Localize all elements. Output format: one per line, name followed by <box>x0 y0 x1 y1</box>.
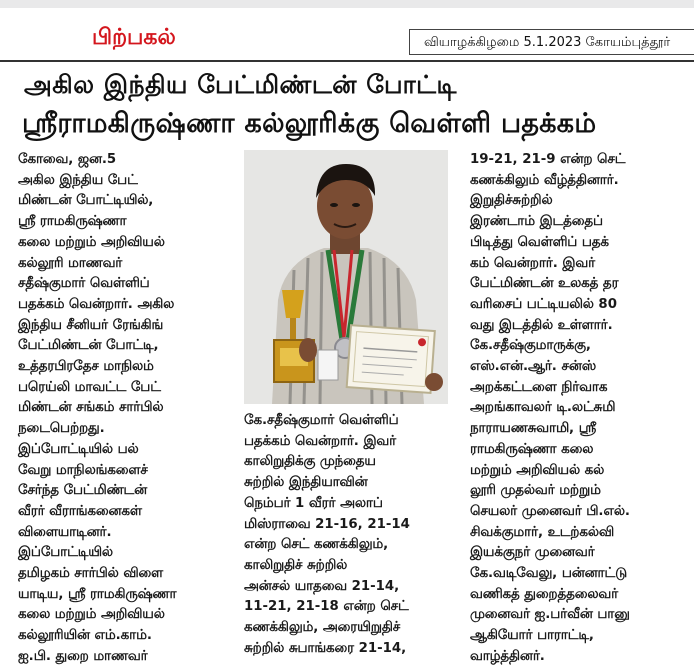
article-line: இறுதிச்சுற்றில் <box>470 193 553 209</box>
article-line: அகில இந்திய பேட் <box>18 172 138 188</box>
article-line: ஐ.பி. துறை மாணவர் <box>18 648 148 664</box>
article-column-2 <box>244 411 464 659</box>
article-line: கலை மற்றும் அறிவியல் <box>18 607 165 623</box>
article-line: எஸ்.என்.ஆர். சன்ஸ் <box>470 359 597 375</box>
masthead <box>0 8 694 60</box>
article-line: இயக்குநர் முனைவர் <box>470 545 595 561</box>
article-line: கோவை, ஜன.5 <box>18 152 117 167</box>
article-line: முனைவர் ஐ.பர்வீன் பானு <box>470 607 630 623</box>
article-line: வாழ்த்தினர். <box>470 648 545 664</box>
article-line: காலிறுதிக்கு முந்தைய <box>244 454 376 470</box>
article-line: மிஸ்ராவை 21-16, 21-14 <box>244 516 410 532</box>
article-line: மிண்டன் போட்டியில், <box>18 193 154 209</box>
article-line: கலை மற்றும் அறிவியல் <box>18 234 165 250</box>
article-line: வரிசைப் பட்டியலில் 80 <box>470 296 617 312</box>
article-line: சுற்றில் சுபாங்கரை 21-14, <box>244 640 407 656</box>
article-column-1 <box>18 150 240 668</box>
article-line: இரண்டாம் இடத்தைப் <box>470 214 603 230</box>
article-line: பதக்கம் வென்றார். இவர் <box>244 433 397 449</box>
article-line: நெம்பர் 1 வீரர் அலாப் <box>244 495 383 511</box>
article-line: பேட்மிண்டன் உலகத் தர <box>470 276 619 292</box>
article-line: இந்திய சீனியர் ரேங்கிங் <box>18 317 164 333</box>
article-line: லூரி முதல்வர் மற்றும் <box>470 483 601 499</box>
article-line: 11-21, 21-18 என்ற செட் <box>244 599 409 615</box>
headline-line-1: அகில இந்திய பேட்மிண்டன் போட்டி <box>24 70 457 99</box>
article-line: வணிகத் துறைத்தலைவர் <box>470 586 619 602</box>
article-line: 19-21, 21-9 என்ற செட் <box>470 152 626 167</box>
newspaper-logo: பிற்பகல் <box>92 24 176 50</box>
top-strip <box>0 0 694 8</box>
article-line: அறங்காவலர் டி.லட்சுமி <box>470 400 616 416</box>
article-line: சேர்ந்த பேட்மிண்டன் <box>18 483 147 499</box>
article-line: கே.வடிவேலு, பன்னாட்டு <box>470 566 627 582</box>
article-line: பரெய்லி மாவட்ட பேட் <box>18 379 161 395</box>
masthead-rule <box>0 60 694 62</box>
article-line: செயலர் முனைவர் பி.எல். <box>470 503 630 519</box>
article-line: வேறு மாநிலங்களைச் <box>18 462 148 478</box>
dateline-box: வியாழக்கிழமை 5.1.2023 கோயம்புத்தூர் <box>409 29 694 55</box>
article-line: இப்போட்டியில் <box>18 545 113 561</box>
article-line: இப்போட்டியில் பல் <box>18 441 139 457</box>
article-line: மற்றும் அறிவியல் கல் <box>470 462 605 478</box>
article-line: வீரர் வீராங்கனைகள் <box>18 503 142 519</box>
news-photo <box>244 150 448 404</box>
article-line: கல்லூரி மாணவர் <box>18 255 123 271</box>
headline-line-2: ஸ்ரீராமகிருஷ்ணா கல்லூரிக்கு வெள்ளி பதக்கம் <box>22 108 597 139</box>
article-line: கே.சதீஷ்குமார் வெள்ளிப் <box>244 413 399 428</box>
article-line: காலிறுதிச் சுற்றில் <box>244 557 348 573</box>
student-trophy-illustration <box>244 150 448 404</box>
article-line: ஸ்ரீ ராமகிருஷ்ணா <box>18 214 127 230</box>
article-line: சிவக்குமார், உடற்கல்வி <box>470 524 615 540</box>
article-line: கல்லூரியின் எம்.காம். <box>18 628 152 644</box>
article-line: பிடித்து வெள்ளிப் பதக் <box>470 234 609 250</box>
article-line: என்ற செட் கணக்கிலும், <box>244 537 389 553</box>
article-line: தமிழகம் சார்பில் விளை <box>18 566 164 582</box>
article-line: மிண்டன் சங்கம் சார்பில் <box>18 400 164 416</box>
article-line: சுற்றில் இந்தியாவின் <box>244 475 368 491</box>
article-line: கம் வென்றார். இவர் <box>470 255 596 271</box>
article-line: வது இடத்தில் உள்ளார். <box>470 317 613 333</box>
article-line: உத்தரபிரதேச மாநிலம் <box>18 359 154 375</box>
article-line: நாராயணசுவாமி, ஸ்ரீ <box>470 421 597 437</box>
article-line: சதீஷ்குமார் வெள்ளிப் <box>18 276 150 292</box>
article-line: கணக்கிலும் வீழ்த்தினார். <box>470 172 619 188</box>
article-line: அன்சல் யாதவை 21-14, <box>244 578 400 594</box>
article-line: அறக்கட்டளை நிர்வாக <box>470 379 608 395</box>
article-line: நடைபெற்றது. <box>18 421 105 437</box>
article-line: ஆகியோர் பாராட்டி, <box>470 628 594 644</box>
article-column-3 <box>470 150 684 668</box>
article-line: கே.சதீஷ்குமாருக்கு, <box>470 338 591 354</box>
article-line: கணக்கிலும், அரையிறுதிச் <box>244 620 401 636</box>
article-line: பதக்கம் வென்றார். அகில <box>18 296 175 312</box>
article-line: யாடிய, ஸ்ரீ ராமகிருஷ்ணா <box>18 586 177 602</box>
article-line: பேட்மிண்டன் போட்டி, <box>18 338 159 354</box>
article-line: ராமகிருஷ்ணா கலை <box>470 441 594 457</box>
article-line: விளையாடினர். <box>18 524 112 540</box>
